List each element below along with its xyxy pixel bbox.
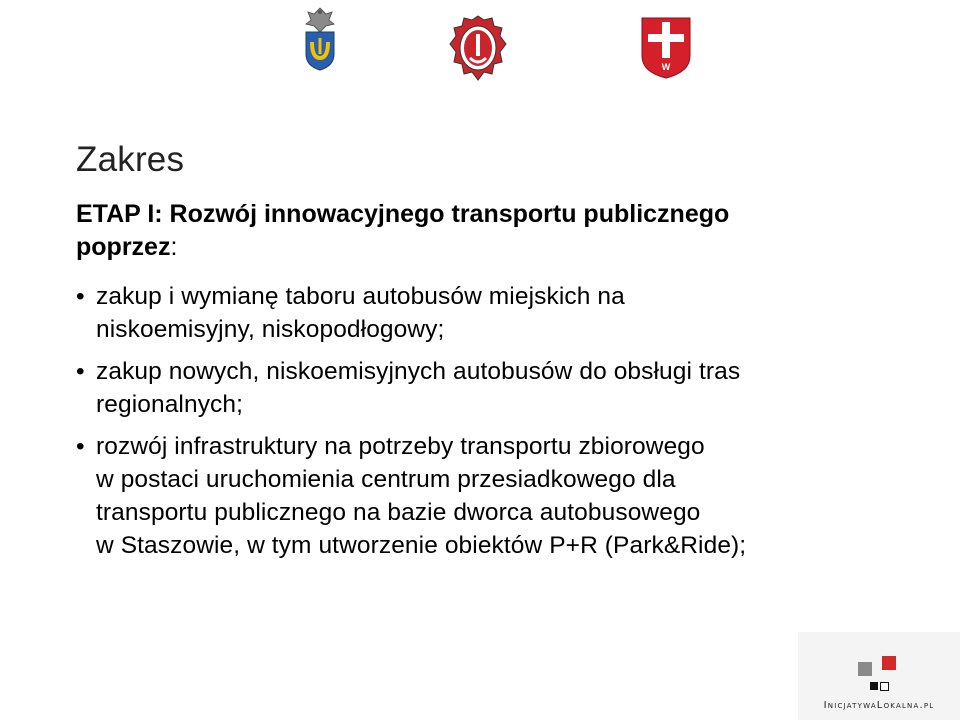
red-cross-shield-icon (638, 16, 694, 80)
logo-square-red (882, 656, 896, 670)
page-title: Zakres (76, 140, 185, 179)
red-oval-crest-icon (448, 14, 508, 82)
inicjatywa-lokalna-logo (798, 632, 960, 720)
logo-square-black (870, 682, 878, 690)
eagle-coat-of-arms-icon (300, 6, 340, 72)
crest-letter: W (661, 62, 671, 72)
bullet-list (76, 280, 876, 571)
logo-square-white (880, 682, 889, 691)
bullet-text: zakup nowych, niskoemisyjnych autobusów do obsługi tras regionalnych; (96, 358, 741, 418)
bullet-text: zakup i wymianę taboru autobusów miejskich na niskoemisyjny, niskopodłogowy; (96, 283, 625, 343)
subtitle (76, 198, 836, 264)
list-item (76, 280, 876, 346)
bullet-text: rozwój infrastruktury na potrzeby transportu zbiorowego w postaci uruchomienia centrum przesiadkowego dla transportu publicznego na bazie dworca autobusowego w Staszowie, w tym utworzenie obiektów P+R (Park&Ride); (96, 433, 747, 559)
subtitle-colon: : (170, 233, 178, 261)
logo-text: InicjatywaLokalna.pl (823, 700, 935, 711)
list-item (76, 355, 876, 421)
subtitle-bold: ETAP I: Rozwój innowacyjnego transportu publicznego poprzez (76, 200, 730, 261)
list-item (76, 430, 876, 562)
logo-square-gray (858, 662, 872, 676)
